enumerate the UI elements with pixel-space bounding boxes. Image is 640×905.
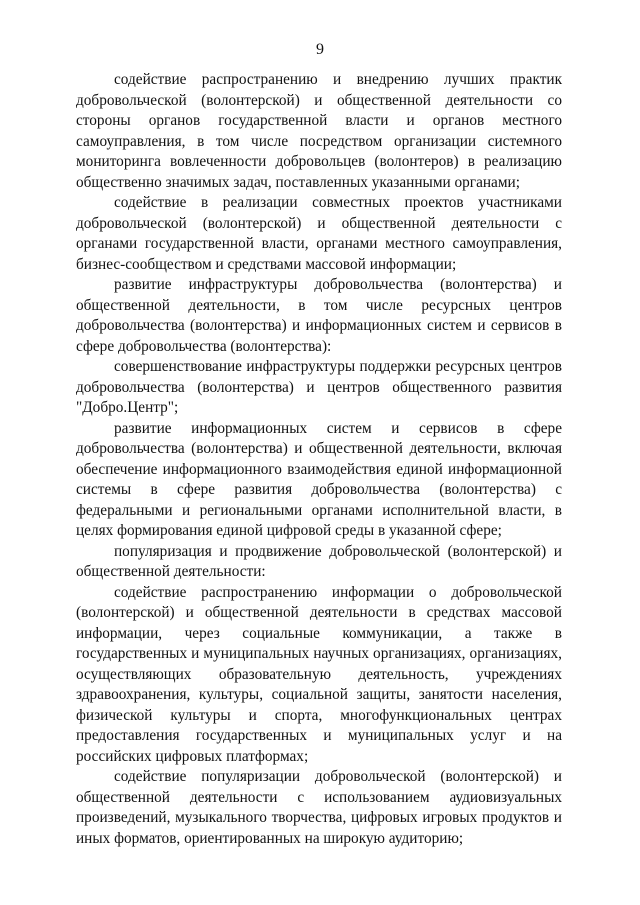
paragraph-infrastructure: развитие инфраструктуры добровольчества (волонтерства) и общественной деятельности, в том числе ресурсных центров добровольчества (волонтерства) и информационных систем и сервисов в сфере добровольчества (волонтерства):: [76, 276, 562, 355]
paragraph-information-dissemination: содействие распространению информации о добровольческой (волонтерской) и общественной деятельности в средствах массовой информации, через социальные коммуникации, а также в государственных и муниципальных научных организациях, организациях, осуществляющих образовательную деятельность, учреждениях здравоохранения, культуры, социальной защиты, занятости населения, физической культуры и спорта, многофункциональных центрах предоставления государственных и муниципальных услуг и на российских цифровых платформах;: [76, 583, 562, 765]
paragraph-audiovisual: содействие популяризации добровольческой (волонтерской) и общественной деятельности с использованием аудиовизуальных произведений, музыкального творчества, цифровых игровых продуктов и иных форматов, ориентированных на широкую аудиторию;: [76, 768, 562, 847]
paragraph-popularization: популяризация и продвижение добровольческой (волонтерской) и общественной деятельности:: [76, 542, 562, 580]
paragraph-best-practices: содействие распространению и внедрению лучших практик добровольческой (волонтерской) и общественной деятельности со стороны органов государственной власти и органов местного самоуправления, в том числе посредством организации системного мониторинга вовлеченности добровольцев (волонтеров) в реализацию общественно значимых задач, поставленных указанными органами;: [76, 71, 562, 191]
paragraph-information-systems: развитие информационных систем и сервисов в сфере добровольчества (волонтерства) и общественной деятельности, включая обеспечение информационного взаимодействия единой информационной системы в сфере развития добровольчества (волонтерства) с федеральными и региональными органами исполнительной власти, в целях формирования единой цифровой среды в указанной сфере;: [76, 419, 562, 539]
paragraph-joint-projects: содействие в реализации совместных проектов участниками добровольческой (волонтерской) и общественной деятельности с органами государственной власти, органами местного самоуправления, бизнес-сообществом и средствами массовой информации;: [76, 194, 562, 273]
paragraph-dobro-center: совершенствование инфраструктуры поддержки ресурсных центров добровольчества (волонтерства) и центров общественного развития "Добро.Центр";: [76, 358, 562, 416]
document-body: [76, 70, 562, 849]
page-number: 9: [316, 41, 324, 58]
